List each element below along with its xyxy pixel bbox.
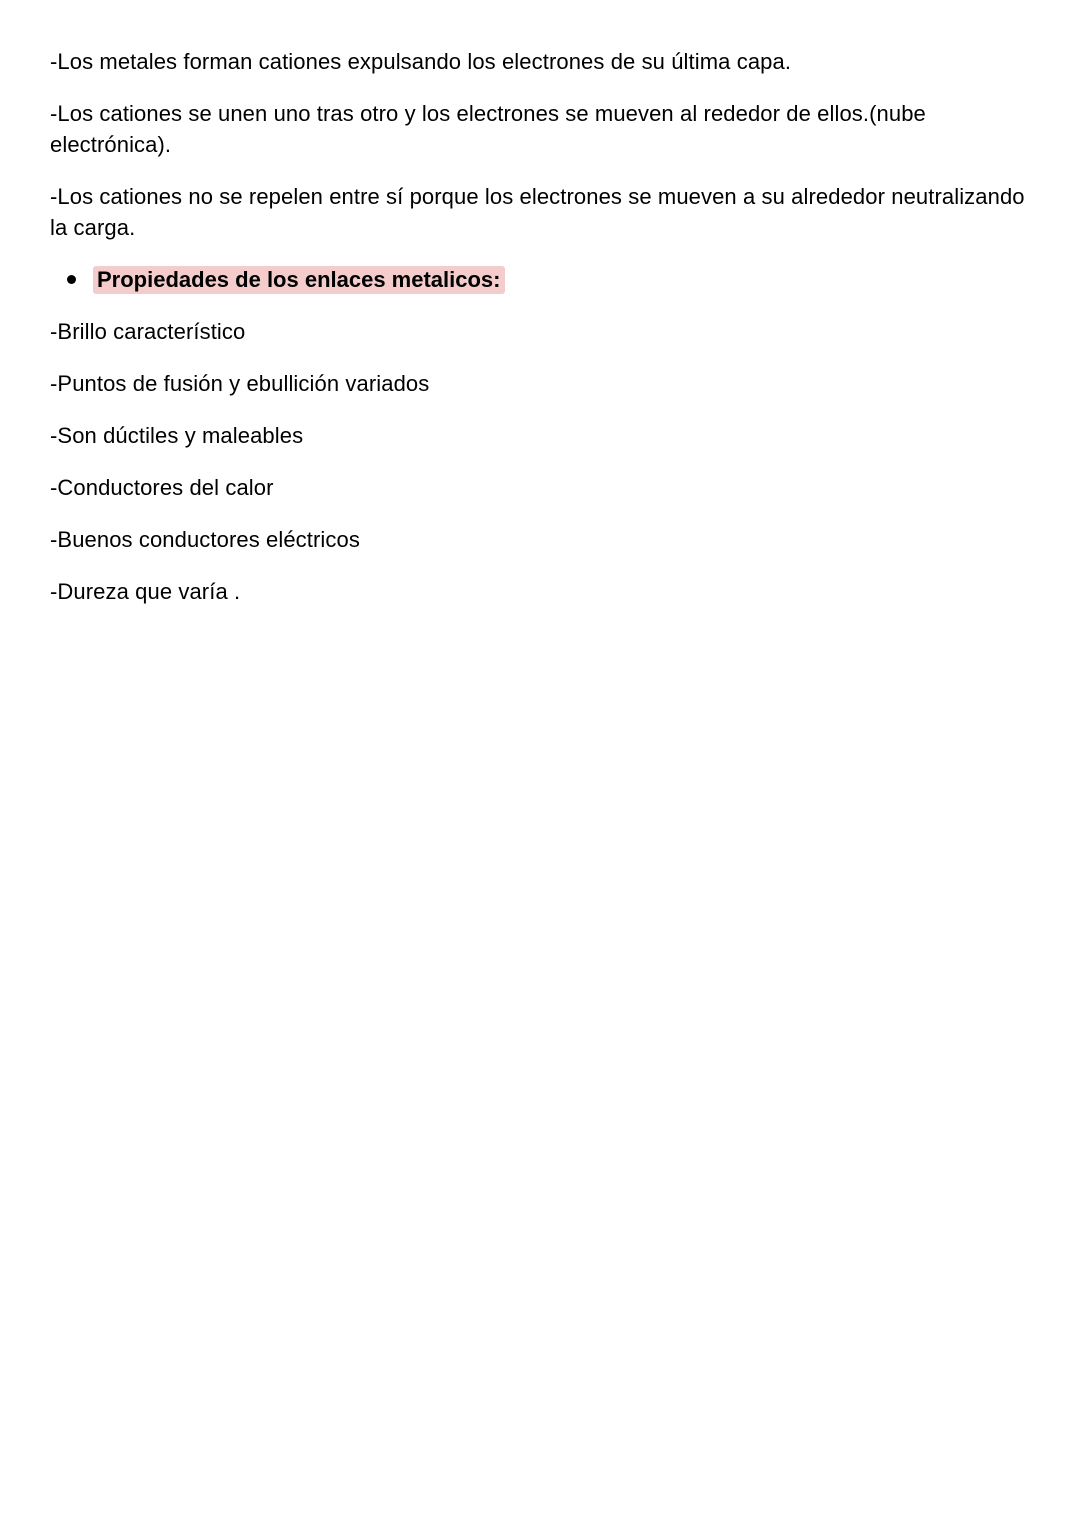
bullet-icon xyxy=(67,275,76,284)
list-item: -Dureza que varía . xyxy=(50,579,241,604)
paragraph-cations-no-repel: -Los cationes no se repelen entre sí porque los electrones se mueven a su alrededor neutralizando la carga. xyxy=(50,184,1025,240)
properties-list xyxy=(50,316,1030,607)
paragraph-cations-join: -Los cationes se unen uno tras otro y los electrones se mueven al rededor de ellos.(nube electrónica). xyxy=(50,101,926,157)
list-item: -Son dúctiles y maleables xyxy=(50,423,304,448)
document-page xyxy=(50,46,1030,628)
list-item: -Brillo característico xyxy=(50,319,246,344)
section-heading-row xyxy=(50,264,1030,295)
list-item: -Buenos conductores eléctricos xyxy=(50,527,360,552)
paragraph-metals-form-cations: -Los metales forman cationes expulsando los electrones de su última capa. xyxy=(50,49,792,74)
section-heading: Propiedades de los enlaces metalicos: xyxy=(93,266,505,294)
list-item: -Puntos de fusión y ebullición variados xyxy=(50,371,430,396)
list-item: -Conductores del calor xyxy=(50,475,274,500)
